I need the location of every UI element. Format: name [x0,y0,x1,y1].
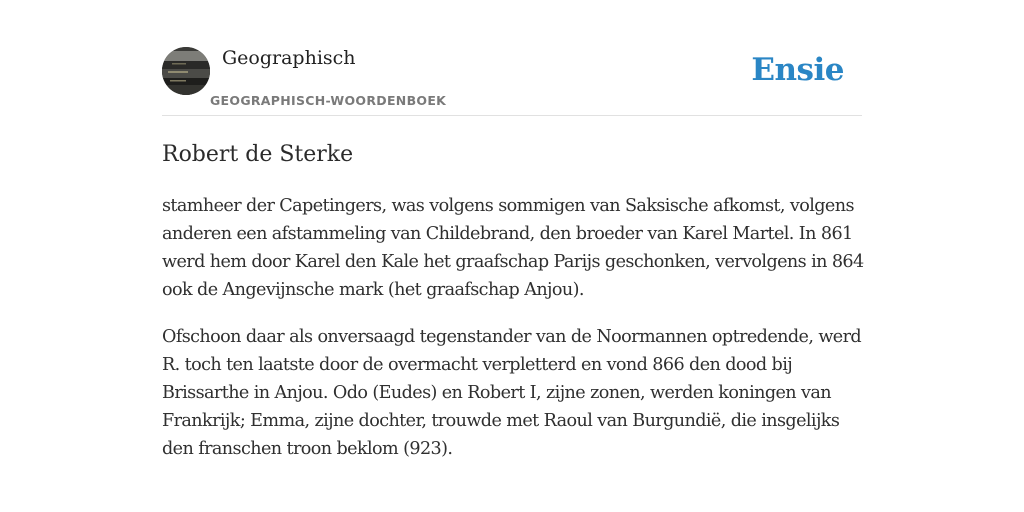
text-line: werd hem door Karel den Kale het graafschap Parijs geschonken, vervolgens in 864 [162,252,864,272]
site-title[interactable]: Geographisch [222,47,356,69]
header-divider [162,115,862,116]
site-header [162,46,862,116]
paragraph [162,192,862,304]
paragraph [162,323,862,463]
text-line: Brissarthe in Anjou. Odo (Eudes) en Robert I, zijne zonen, werden koningen van [162,383,831,403]
book-spines-icon [162,47,210,95]
text-line: Frankrijk; Emma, zijne dochter, trouwde met Raoul van Burgundië, die insgelijks [162,411,840,431]
entry-content [162,192,862,482]
brand-logo[interactable]: Ensie [751,52,844,88]
avatar[interactable] [162,47,210,95]
text-line: R. toch ten laatste door de overmacht verpletterd en vond 866 den dood bij [162,355,793,375]
text-line: anderen een afstammeling van Childebrand, den broeder van Karel Martel. In 861 [162,224,853,244]
text-line: ook de Angevijnsche mark (het graafschap Anjou). [162,280,584,300]
site-subtitle[interactable]: GEOGRAPHISCH-WOORDENBOEK [210,93,447,108]
entry-title: Robert de Sterke [162,142,354,167]
text-line: den franschen troon beklom (923). [162,439,453,459]
text-line: Ofschoon daar als onversaagd tegenstander van de Noormannen optredende, werd [162,327,862,347]
page [162,0,862,512]
text-line: stamheer der Capetingers, was volgens sommigen van Saksische afkomst, volgens [162,196,854,216]
